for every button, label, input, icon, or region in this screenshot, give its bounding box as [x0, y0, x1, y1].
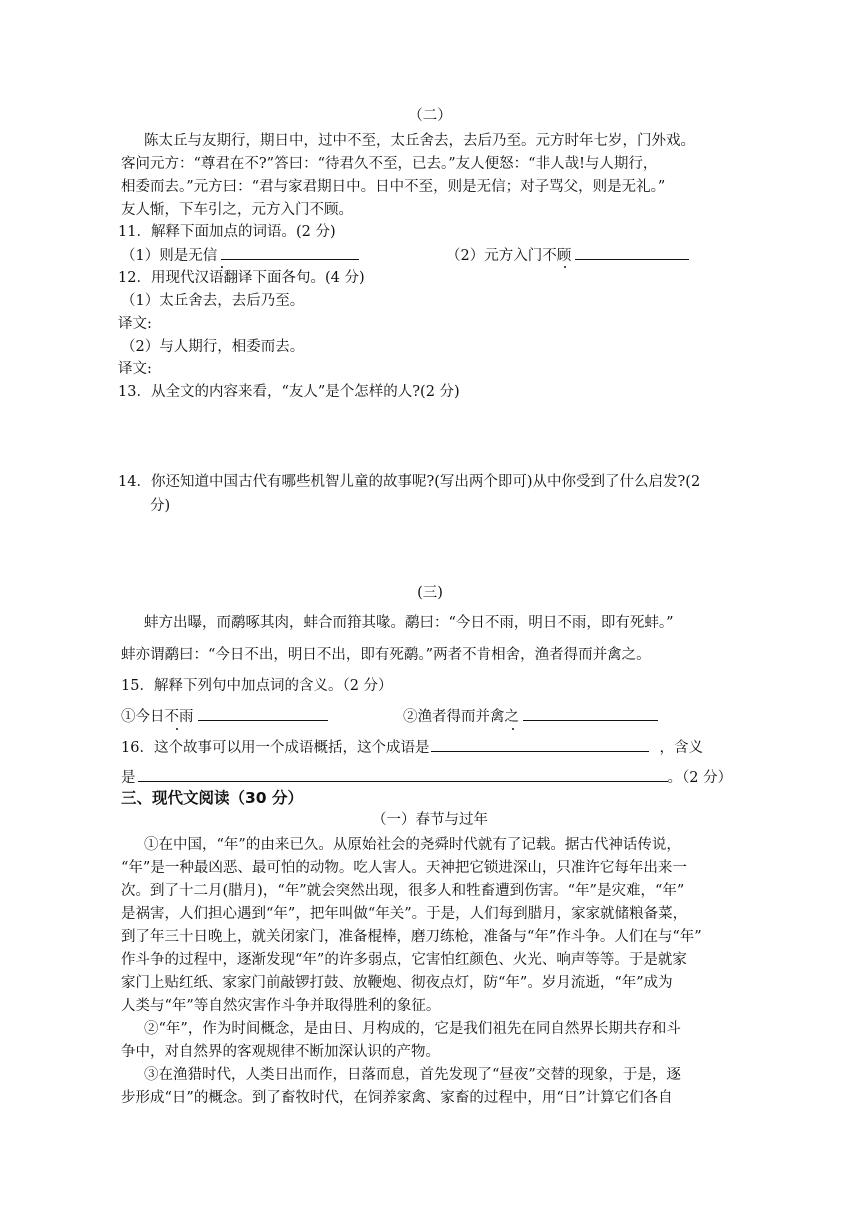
- q16-points: 。（2 分）: [667, 770, 733, 786]
- article-line: 人类与“年”等自然灾害作斗争并取得胜利的象征。: [121, 998, 441, 1014]
- question-11-item-1: [121, 245, 359, 266]
- q15-1-answer-blank[interactable]: [198, 706, 328, 721]
- question-15-item-2: [403, 706, 658, 727]
- article-line: ③在渔猎时代，人类日出而作，日落而息，首先发现了“昼夜”交替的现象，于是，逐: [144, 1067, 681, 1083]
- q11-item-1-text: （1）则是无信: [121, 248, 218, 264]
- passage-line: 客问元方：“尊君在不?”答曰：“待君久不至，已去。”友人便怒：“非人哉!与人期行，: [121, 156, 658, 172]
- question-16: [121, 737, 703, 758]
- article-line: ②“年”，作为时间概念，是由日、月构成的，它是我们祖先在同自然界长期共存和斗: [144, 1021, 681, 1037]
- passage-line: 蚌亦谓鹬曰：“今日不出，明日不出，即有死鹬。”两者不肯相舍，渔者得而并禽之。: [121, 647, 651, 663]
- q16-text-meaning: ，含义: [659, 740, 703, 756]
- q11-2-answer-blank[interactable]: [575, 245, 689, 260]
- article-line: 争中，对自然界的客观规律不断加深认识的产物。: [121, 1044, 440, 1060]
- article-line: 到了年三十日晚上，就关闭家门，准备棍棒，磨刀练枪，准备与“年”作斗争。人们在与“年”: [121, 929, 702, 945]
- question-15-item-1: [121, 706, 328, 727]
- article-line: 作斗争的过程中，逐渐发现“年”的许多弱点，它害怕红颜色、火光、响声等等。于是就家: [121, 952, 687, 968]
- section-2-title: （二）: [408, 108, 452, 124]
- q15-2-answer-blank[interactable]: [523, 706, 658, 721]
- question-11-item-2: [446, 245, 689, 266]
- q15-item-1-text: ①今日不雨: [121, 709, 194, 725]
- passage-line: 友人惭，下车引之，元方入门不顾。: [121, 202, 353, 218]
- part-3-heading: 三、现代文阅读（30 分）: [121, 789, 303, 807]
- q15-item-2-text: ②渔者得而并禽之: [403, 709, 519, 725]
- article-line: 步形成“日”的概念。到了畜牧时代，在饲养家禽、家畜的过程中，用“日”计算它们各自: [121, 1090, 673, 1106]
- article-line: 是祸害，人们担心遇到“年”，把年叫做“年关”。于是，人们每到腊月，家家就储粮备菜，: [121, 906, 688, 922]
- question-14: 14．你还知道中国古代有哪些机智儿童的故事呢?(写出两个即可)从中你受到了什么启发?(2: [118, 474, 701, 490]
- emphasis-dot: [176, 728, 178, 730]
- question-13: 13．从全文的内容来看，“友人”是个怎样的人?(2 分): [118, 384, 460, 400]
- question-12-item-2: （2）与人期行，相委而去。: [121, 339, 305, 355]
- passage-line: 陈太丘与友期行，期日中，过中不至，太丘舍去，去后乃至。元方时年七岁，门外戏。: [144, 133, 695, 149]
- question-12: 12．用现代汉语翻译下面各句。(4 分): [118, 270, 365, 286]
- q11-1-answer-blank[interactable]: [221, 245, 359, 260]
- translation-label: 译文:: [118, 361, 152, 377]
- q16-text: 16．这个故事可以用一个成语概括，这个成语是: [121, 740, 430, 756]
- question-14-cont: 分): [150, 498, 171, 514]
- question-12-item-1: （1）太丘舍去，去后乃至。: [121, 293, 305, 309]
- passage-line: 蚌方出曝，而鹬啄其肉，蚌合而箝其喙。鹬曰：“今日不雨，明日不雨，即有死蚌。”: [144, 615, 674, 631]
- emphasis-dot: [564, 266, 566, 268]
- article-line: ①在中国，“年”的由来已久。从原始社会的尧舜时代就有了记载。据古代神话传说，: [144, 837, 681, 853]
- article-line: 次。到了十二月(腊月)，“年”就会突然出现，很多人和牲畜遭到伤害。“年”是灾难，“年”: [121, 883, 685, 899]
- q16-idiom-blank[interactable]: [431, 737, 649, 752]
- article-line: 家门上贴红纸、家家门前敲锣打鼓、放鞭炮、彻夜点灯，防“年”。岁月流逝，“年”成为: [121, 975, 673, 991]
- q11-item-2-text: （2）元方入门不顾: [446, 248, 572, 264]
- section-3-title: (三): [417, 585, 443, 601]
- question-15: 15．解释下列句中加点词的含义。（2 分）: [121, 678, 393, 694]
- article-line: “年”是一种最凶恶、最可怕的动物。吃人害人。天神把它锁进深山，只准许它每年出来一: [121, 860, 687, 876]
- passage-line: 相委而去。”元方曰：“君与家君期日中。日中不至，则是无信；对子骂父，则是无礼。”: [121, 179, 666, 195]
- question-11: 11．解释下面加点的词语。(2 分): [118, 224, 336, 240]
- q16-text-is: 是: [121, 770, 136, 786]
- emphasis-dot: [512, 728, 514, 730]
- question-16-cont: [121, 767, 732, 788]
- q16-meaning-blank[interactable]: [138, 767, 668, 782]
- article-title: （一）春节与过年: [372, 812, 488, 828]
- translation-label: 译文:: [118, 316, 152, 332]
